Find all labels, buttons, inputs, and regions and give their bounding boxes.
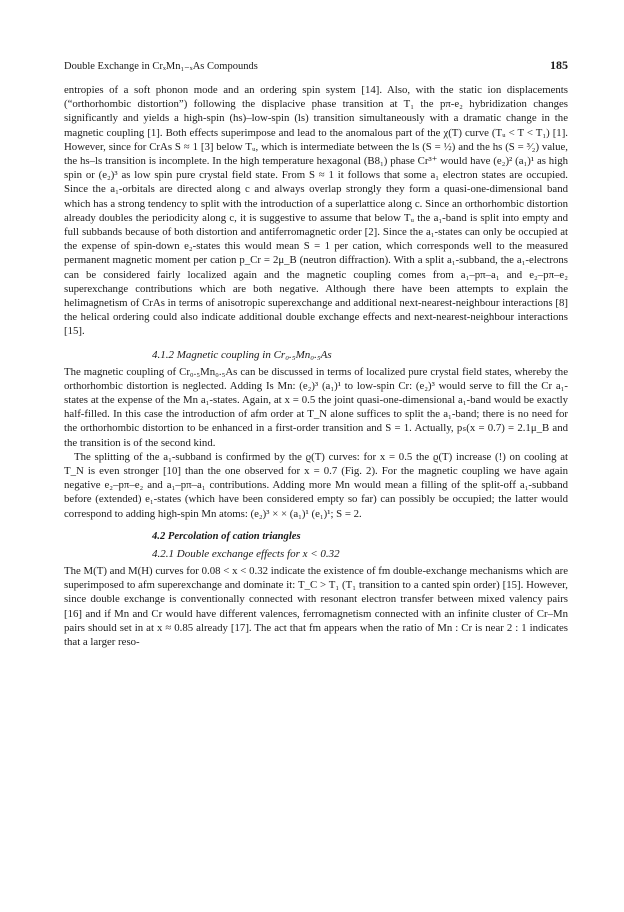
section-heading-4-2: 4.2 Percolation of cation triangles [152,530,301,542]
paragraph-4-2-1: The M(T) and M(H) curves for 0.08 < x < 0.32 indicate the existence of fm double-exchange mechanisms which are superimposed to afm superexchange and dominate it: T_C > T₁ (T₁ transition to a canted spin order) [15]. However, since double exchange is conventionally connected with resonant electron transfer between mixed valency pairs [16] and if Mn and Cr would have different valences, ferromagnetism connected with an infinite cluster of Cr–Mn pairs should set in at x ≈ 0.85 already [17]. The act that fm appears when the ratio of Mn : Cr is near 2 : 1 indicates that a larger reso- [64,564,568,648]
running-head [64,58,568,73]
paragraph-4-1-2-b: The splitting of the a₁-subband is confirmed by the ϱ(T) curves: for x = 0.5 the ϱ(T) increase (!) on cooling at T_N is even stronger [10] than the one observed for x = 0.7 (Fig. 2). For the magnetic coupling we have again negative e₂–pπ–e₂ and a₁–pπ–a₁ contributions. Adding more Mn would mean a filling of the split-off a₁-subband before (extended) e₁-states (which have been considered empty so far) can possibly be occupied; the latter would correspond to adding high-spin Mn atoms: (e₂)³ × × (a₁)¹ (e₁)¹; S = 2. [64,450,568,520]
section-heading-4-1-2: 4.1.2 Magnetic coupling in Cr₀.₅Mn₀.₅As [152,348,332,361]
page-number: 185 [550,58,568,72]
section-heading-4-2-1: 4.2.1 Double exchange effects for x < 0.32 [152,547,340,560]
running-title: Double Exchange in CrₓMn₁₋ₓAs Compounds [64,61,258,72]
paragraph-4-1-2-a: The magnetic coupling of Cr₀.₅Mn₀.₅As can be discussed in terms of localized pure crystal field states, whereby the orthorhombic distortion is neglected. Adding Is Mn: (e₂)³ (a₁)¹ to low-spin Cr: (e₂)³ would serve to fill the Cr a₁-states at the expense of the Mn a₁-states. Again, at x = 0.5 the joint quasi-one-dimensional a₁-band would be exactly half-filled. In this case the introduction of afm order at T_N alone suffices to split the a₁-band; there is no need for the orthorhombic distortion to be enhanced in a first-order transition and S = 1. Actually, pₛ(x = 0.7) = 2.1μ_B and the transition is of the second kind. [64,365,568,449]
paragraph-intro: entropies of a soft phonon mode and an ordering spin system [14]. Also, with the static ion displacements (“orthorhombic distortion”) following the displacive phase transition at T₁ the pπ-e₂ hybridization changes significantly and yields a high-spin (hs)–low-spin (ls) transition simultaneously with a dramatic change in the magnetic coupling [1]. Both effects superimpose and lead to the anomalous part of the χ(T) curve (Tᵤ < T < T₁) [1]. However, since for CrAs S ≈ 1 [3] below Tᵤ, which is intermediate between the ls (S = ½) and the hs (S = ³⁄₂) value, the hs–ls transition is incomplete. In the high temperature hexagonal (B8₁) phase Cr³⁺ would have (e₂)² (a₁)¹ as high spin or (e₂)³ as low spin pure crystal field state. From S ≈ 1 it follows that some a₁ electron states are occupied. Since the a₁-orbitals are directed along c and always overlap strongly they form a quasi-one-dimensional band which has a strong tendency to split with the introduction of a superlattice along c. Since an orthorhombic distortion already doubles the periodicity along c, it is suggestive to assume that below Tᵤ the a₁-band is split into empty and full subbands because of both distortion and antiferromagnetic order [2]. Since the a₁-states can only be occupied at the expense of spin-down e₂-states this would mean S = 1 per cation, which corresponds well to the measured permanent magnetic moment per cation p_Cr = 2μ_B (neutron diffraction). With a split a₁-subband, the a₁-electrons can be considered fairly localized again and the magnetic coupling comes from a₁–pπ–a₁ and e₂–pπ–e₂ superexchange contributions which are both negative. Although there have been attempts to explain the helimagnetism of CrAs in terms of anisotropic superexchange and additional next-nearest-neighbour interactions [8] the helical ordering could also indicate additional double exchange effects and next-nearest-neighbour interactions [15]. [64,84,568,338]
